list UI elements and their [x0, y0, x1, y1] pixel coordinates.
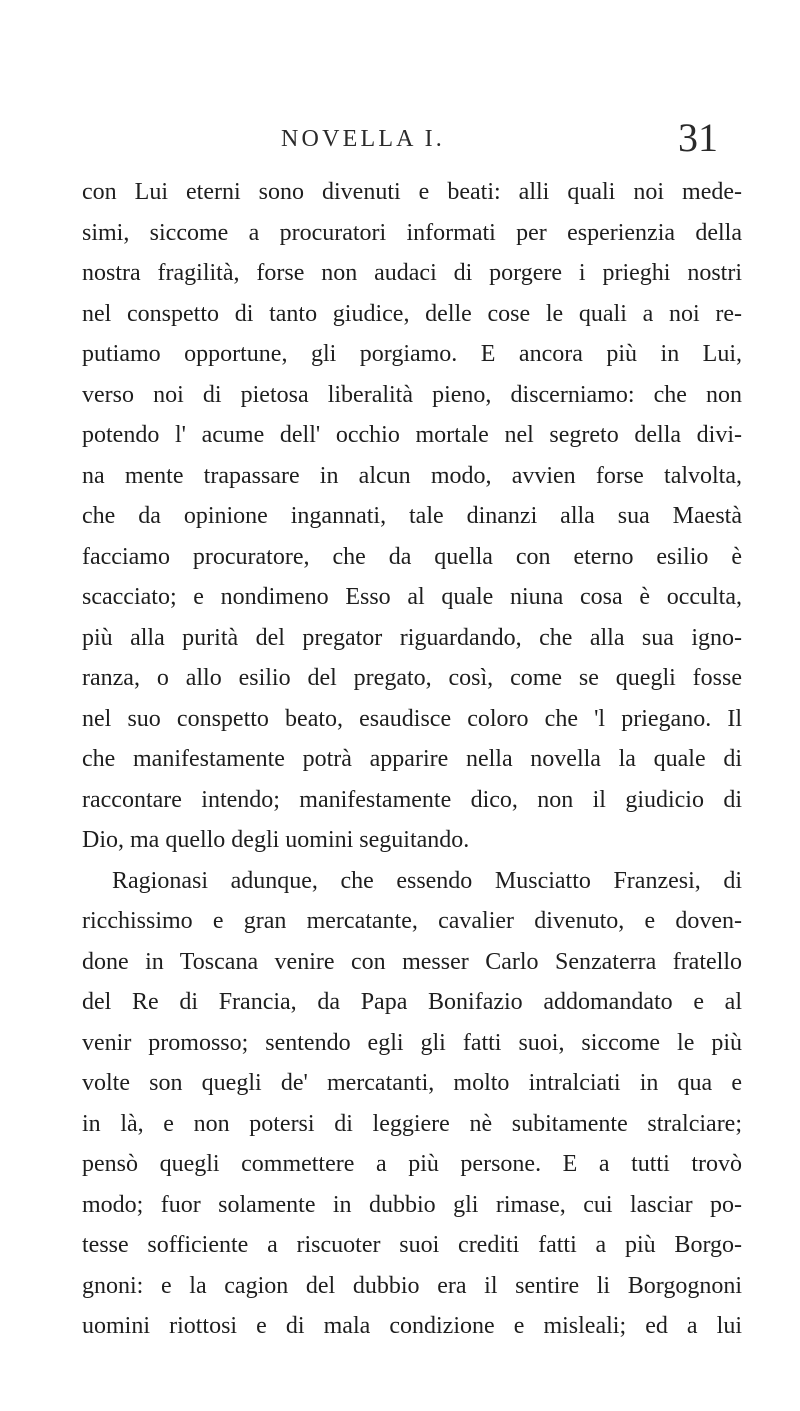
- text-line: scacciato; e nondimeno Esso al quale niuna cosa è occulta,: [82, 584, 742, 610]
- paragraph-first-line: Ragionasi adunque, che essendo Musciatto Franzesi, di: [112, 867, 742, 894]
- text-line: done in Toscana venire con messer Carlo Senzaterra fratello: [82, 948, 742, 975]
- text-line: con Lui eterni sono divenuti e beati: alli quali noi mede-: [82, 179, 742, 205]
- text-line: venir promosso; sentendo egli gli fatti suoi, siccome le più: [82, 1029, 742, 1056]
- text-line: na mente trapassare in alcun modo, avvien forse talvolta,: [82, 462, 742, 489]
- page-header: [0, 115, 800, 178]
- text-line: uomini riottosi e di mala condizione e misleali; ed a lui: [82, 1313, 742, 1339]
- text-line: nostra fragilità, forse non audaci di porgere i prieghi nostri: [82, 260, 742, 286]
- page-number: 31: [678, 115, 718, 160]
- text-line: pensò quegli commettere a più persone. E a tutti trovò: [82, 1151, 742, 1177]
- text-line: gnoni: e la cagion del dubbio era il sentire li Borgognoni: [82, 1272, 742, 1299]
- text-line: in là, e non potersi di leggiere nè subitamente stralciare;: [82, 1110, 742, 1137]
- text-line: ricchissimo e gran mercatante, cavalier divenuto, e doven-: [82, 908, 742, 934]
- text-line: del Re di Francia, da Papa Bonifazio addomandato e al: [82, 989, 742, 1015]
- text-line: verso noi di pietosa liberalità pieno, discerniamo: che non: [82, 381, 742, 408]
- running-title: NOVELLA I.: [281, 126, 445, 152]
- text-line: volte son quegli de' mercatanti, molto intralciati in qua e: [82, 1070, 742, 1096]
- text-line: che manifestamente potrà apparire nella novella la quale di: [82, 746, 742, 772]
- paragraph-last-line: Dio, ma quello degli uomini seguitando.: [82, 827, 470, 853]
- text-line: ranza, o allo esilio del pregato, così, come se quegli fosse: [82, 665, 742, 691]
- body-text: [82, 172, 742, 1347]
- text-line: nel suo conspetto beato, esaudisce coloro che 'l priegano. Il: [82, 705, 742, 732]
- text-line: raccontare intendo; manifestamente dico, non il giudicio di: [82, 786, 742, 813]
- text-line: putiamo opportune, gli porgiamo. E ancora più in Lui,: [82, 341, 742, 367]
- text-line: che da opinione ingannati, tale dinanzi alla sua Maestà: [82, 503, 742, 529]
- text-line: simi, siccome a procuratori informati per esperienzia della: [82, 219, 742, 246]
- text-line: nel conspetto di tanto giudice, delle cose le quali a noi re-: [82, 300, 742, 327]
- text-line: modo; fuor solamente in dubbio gli rimase, cui lasciar po-: [82, 1191, 742, 1218]
- text-line: tesse sofficiente a riscuoter suoi crediti fatti a più Borgo-: [82, 1232, 742, 1258]
- text-line: facciamo procuratore, che da quella con eterno esilio è: [82, 543, 742, 570]
- text-line: più alla purità del pregator riguardando, che alla sua igno-: [82, 624, 742, 651]
- text-line: potendo l' acume dell' occhio mortale nel segreto della divi-: [82, 422, 742, 448]
